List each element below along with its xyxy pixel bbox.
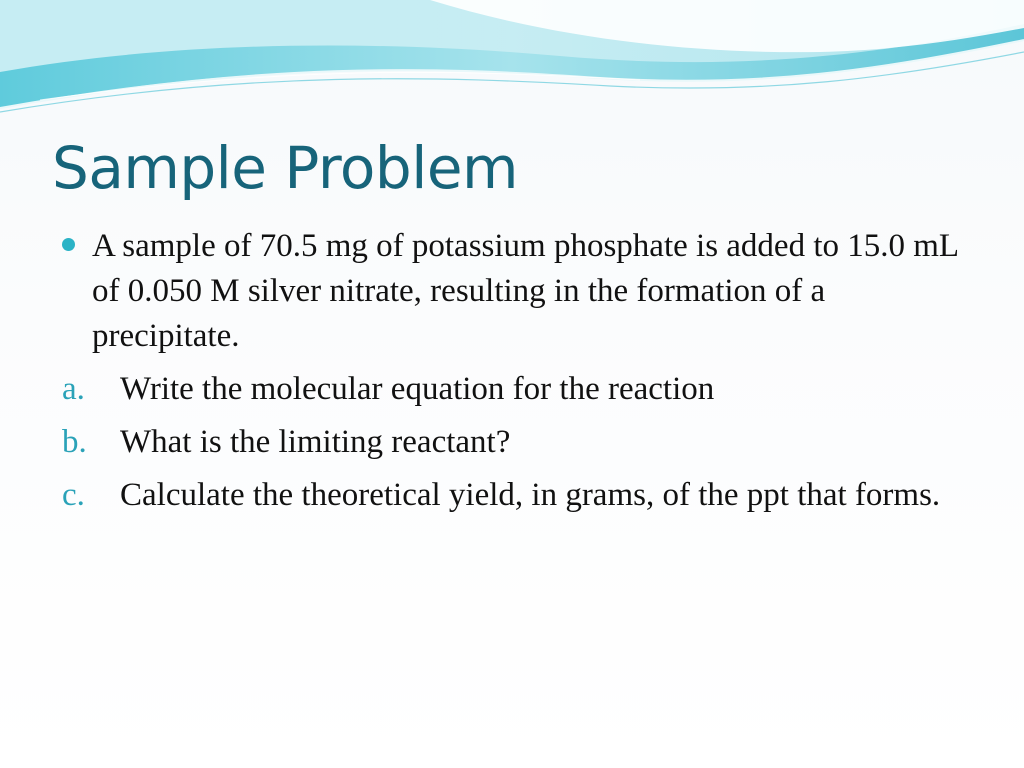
- sub-item-text: Calculate the theoretical yield, in grams, of the ppt that forms.: [120, 477, 941, 513]
- wave-header-decoration: [0, 0, 1024, 130]
- sub-item-a: [62, 367, 962, 412]
- sub-item-text: Write the molecular equation for the reaction: [120, 371, 715, 407]
- slide-title: Sample Problem: [52, 134, 519, 202]
- slide-content: [62, 224, 962, 526]
- sub-item-marker: b.: [62, 424, 87, 460]
- bullet-text: A sample of 70.5 mg of potassium phosphate is added to 15.0 mL of 0.050 M silver nitrate, resulting in the formation of a precipitate.: [92, 228, 958, 354]
- sub-item-text: What is the limiting reactant?: [120, 424, 511, 460]
- bullet-item: [62, 224, 962, 359]
- sub-item-marker: a.: [62, 371, 85, 407]
- sub-item-b: [62, 420, 962, 465]
- sub-item-marker: c.: [62, 477, 85, 513]
- sub-item-c: [62, 473, 962, 518]
- teal-dot-icon: [62, 238, 75, 251]
